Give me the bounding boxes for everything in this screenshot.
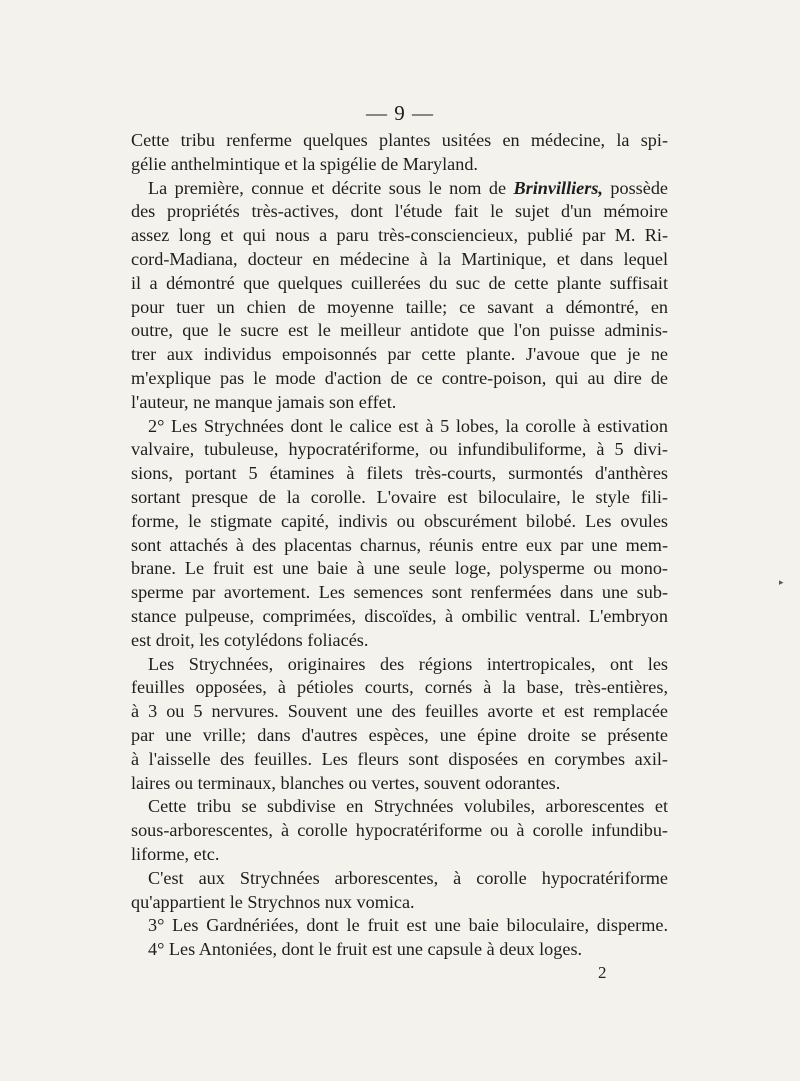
text-fragment: La première, connue et décrite sous le nom de [148,177,514,198]
paragraph [131,938,668,962]
text-line: Les Strychnées, originaires des régions intertropicales, ont les [148,653,668,674]
paragraph [131,867,668,915]
text-line: valvaire, tubuleuse, hypocratériforme, ou infundibuliforme, à 5 divi- [131,439,668,460]
text-line: pour tuer un chien de moyenne taille; ce savant a démontré, en [131,296,668,317]
text-line [131,177,668,201]
page-number: — 9 — [366,101,434,125]
paragraph [131,129,668,177]
text-line: qu'appartient le Strychnos nux vomica. [131,891,415,912]
text-line: trer aux individus empoisonnés par cette plante. J'avoue que je ne [131,344,668,365]
text-line: laires ou terminaux, blanches ou vertes, souvent odorantes. [131,772,561,793]
italic-plant-name: Brinvilliers, [513,177,603,198]
signature-mark: 2 [598,963,607,982]
text-fragment: possède [602,177,668,198]
edge-mark: ▸ [779,578,784,588]
text-line: liforme, etc. [131,843,220,864]
text-line: C'est aux Strychnées arborescentes, à corolle hypocratériforme [148,867,668,888]
paragraph [131,415,668,653]
text-line: sortant presque de la corolle. L'ovaire est biloculaire, le style fili- [131,486,668,507]
text-line: 2° Les Strychnées dont le calice est à 5 lobes, la corolle à estivation [148,415,668,436]
text-line: Cette tribu renferme quelques plantes usitées en médecine, la spi- [131,130,668,150]
text-line: à 3 ou 5 nervures. Souvent une des feuilles avorte et est remplacée [131,701,668,722]
text-line: forme, le stigmate capité, indivis ou obscurément bilobé. Les ovules [131,510,668,531]
text-line: il a démontré que quelques cuillerées du suc de cette plante suffisait [131,272,668,293]
text-line: l'auteur, ne manque jamais son effet. [131,391,397,412]
text-line: est droit, les cotylédons foliacés. [131,629,369,650]
text-line: Cette tribu se subdivise en Strychnées volubiles, arborescentes et [148,796,668,817]
text-line: 4° Les Antoniées, dont le fruit est une capsule à deux loges. [148,939,583,960]
text-line: m'explique pas le mode d'action de ce contre-poison, qui au dire de [131,367,668,388]
text-line: gélie anthelmintique et la spigélie de Maryland. [131,153,478,174]
text-line: cord-Madiana, docteur en médecine à la Martinique, et dans lequel [131,248,668,269]
body-text [131,129,668,962]
text-line: par une vrille; dans d'autres espèces, une épine droite se présente [131,724,668,745]
paragraph [131,795,668,866]
text-line: des propriétés très-actives, dont l'étude fait le sujet d'un mémoire [131,201,668,222]
paragraph [131,177,668,415]
text-line: sperme par avortement. Les semences sont renfermées dans une sub- [131,582,668,603]
text-line: outre, que le sucre est le meilleur antidote que l'on puisse adminis- [131,320,668,341]
text-line: assez long et qui nous a paru très-consciencieux, publié par M. Ri- [131,225,668,246]
text-line: sions, portant 5 étamines à filets très-courts, surmontés d'anthères [131,463,668,484]
text-line: stance pulpeuse, comprimées, discoïdes, à ombilic ventral. L'embryon [131,605,668,626]
text-line: feuilles opposées, à pétioles courts, cornés à la base, très-entières, [131,677,668,698]
text-line: brane. Le fruit est une baie à une seule loge, polysperme ou mono- [131,558,668,579]
text-line: sous-arborescentes, à corolle hypocratériforme ou à corolle infundibu- [131,820,668,841]
text-line: sont attachés à des placentas charnus, réunis entre eux par une mem- [131,534,668,555]
text-line: à l'aisselle des feuilles. Les fleurs sont disposées en corymbes axil- [131,748,668,769]
text-line: 3° Les Gardnériées, dont le fruit est une baie biloculaire, disperme. [148,915,668,936]
paragraph [131,914,668,938]
paragraph [131,653,668,796]
